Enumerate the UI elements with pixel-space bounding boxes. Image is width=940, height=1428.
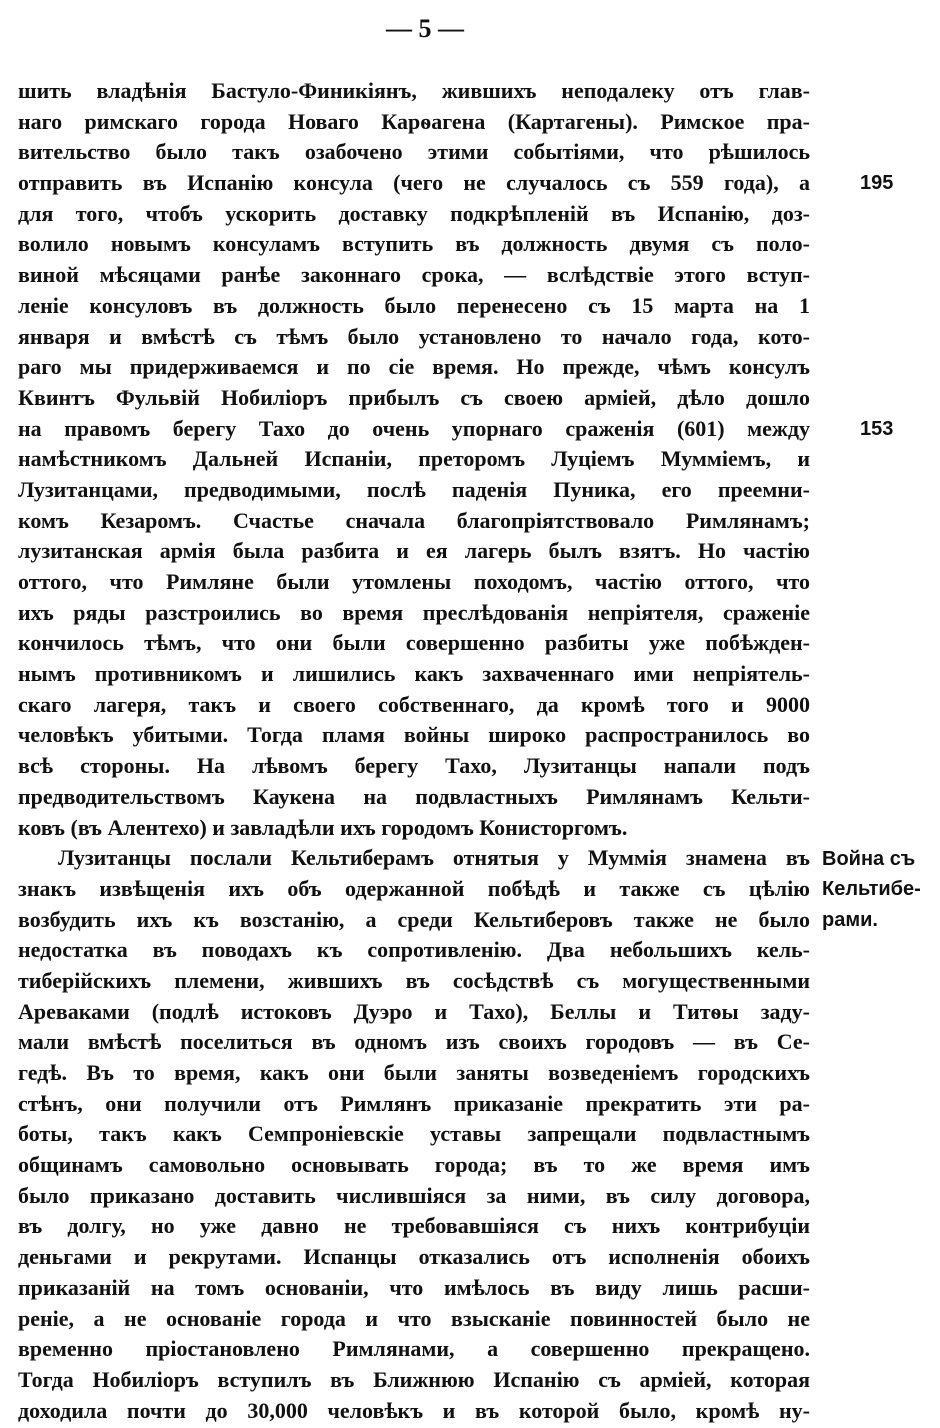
text-line: нымъ противникомъ и лишились какъ захваченнаго ими непріятель-: [18, 661, 810, 687]
text-line: для того, чтобъ ускорить доставку подкрѣпленій въ Испанію, доз-: [18, 200, 810, 226]
text-line: скаго лагеря, такъ и своего собственнаго, да кромѣ того и 9000: [18, 691, 810, 717]
body-text: [18, 76, 810, 1426]
text-line: предводительствомъ Каукена на подвластныхъ Римлянамъ Кельти-: [18, 783, 810, 809]
margin-note: Кельтибе-: [822, 878, 921, 901]
text-line: недостатка въ поводахъ къ сопротивленію. Два небольшихъ кель-: [18, 937, 810, 963]
text-line: намѣстникомъ Дальней Испаніи, преторомъ Луціемъ Муммiемъ, и: [18, 446, 810, 472]
text-line: волило новымъ консуламъ вступить въ должность двумя съ поло-: [18, 231, 810, 257]
text-line: Ареваками (подлѣ истоковъ Дуэро и Тахо), Беллы и Титѳы заду-: [18, 998, 810, 1024]
text-line: вительство было такъ озабочено этими событіями, что рѣшилось: [18, 139, 810, 165]
text-line: Тогда Нобиліоръ вступилъ въ Ближнюю Испанію съ арміей, которая: [18, 1366, 810, 1392]
text-line: въ долгу, но уже давно не требовавшіяся съ нихъ контрибуціи: [18, 1213, 810, 1239]
text-line: леніе консуловъ въ должность было перенесено съ 15 марта на 1: [18, 292, 810, 318]
text-line: общинамъ самовольно основывать города; въ то же время имъ: [18, 1152, 810, 1178]
text-line: боты, такъ какъ Семпроніевскіе уставы запрещали подвластнымъ: [18, 1121, 810, 1147]
text-line: ихъ ряды разстроились во время преслѣдованія непріятеля, сраженіе: [18, 599, 810, 625]
text-line: лузитанская армія была разбита и ея лагерь былъ взятъ. Но частію: [18, 538, 810, 564]
text-line: стѣнъ, они получили отъ Римлянъ приказаніе прекратить эти ра-: [18, 1090, 810, 1116]
text-line: человѣкъ убитыми. Тогда пламя войны широко распространилось во: [18, 722, 810, 748]
text-line: доходила почти до 30,000 человѣкъ и въ которой было, кромѣ ну-: [18, 1397, 810, 1423]
text-line: всѣ стороны. На лѣвомъ берегу Тахо, Лузитанцы напали подъ: [18, 753, 810, 779]
text-line: комъ Кезаромъ. Счастье сначала благопріятствовало Римлянамъ;: [18, 507, 810, 533]
text-line: тиберійскихъ племени, жившихъ въ сосѣдствѣ съ могущественными: [18, 967, 810, 993]
text-line: января и вмѣстѣ съ тѣмъ было установлено то начало года, кото-: [18, 323, 810, 349]
text-line: ковъ (въ Алентехо) и завладѣли ихъ городомъ Конисторгомъ.: [18, 814, 628, 840]
margin-note: рами.: [822, 908, 878, 931]
text-line: отправить въ Испанію консула (чего не случалось съ 559 года), а: [18, 170, 810, 196]
text-line: виной мѣсяцами ранѣе законнаго срока, — вслѣдствіе этого вступ-: [18, 262, 810, 288]
text-line: деньгами и рекрутами. Испанцы отказались отъ исполненія обоихъ: [18, 1244, 810, 1270]
margin-note: Война съ: [822, 847, 916, 870]
text-line: реніе, а не основаніе города и что взысканіе повинностей было не: [18, 1305, 810, 1331]
text-line: наго римскаго города Новаго Карѳагена (Картагены). Римское пра-: [18, 108, 810, 134]
text-line: Лузитанцы послали Кельтиберамъ отнятыя у Муммія знамена въ: [58, 845, 810, 871]
text-line: знакъ извѣщенія ихъ объ одержанной побѣдѣ и также съ цѣлію: [18, 875, 810, 901]
text-line: временно пріостановлено Римлянами, а совершенно прекращено.: [18, 1336, 810, 1362]
text-line: оттого, что Римляне были утомлены походомъ, частію оттого, что: [18, 569, 810, 594]
text-line: на правомъ берегу Тахо до очень упорнаго сраженія (601) между: [18, 415, 810, 441]
margin-note: 195: [860, 172, 894, 195]
text-line: раго мы придерживаемся и по сіе время. Но прежде, чѣмъ консулъ: [18, 354, 810, 380]
text-line: Квинтъ Фульвій Нобиліоръ прибылъ съ своею арміей, дѣло дошло: [18, 384, 810, 410]
page-number: — 5 —: [386, 14, 464, 43]
text-line: возбудить ихъ къ возстанію, а среди Кельтиберовъ также не было: [18, 906, 810, 932]
text-line: приказаній на томъ основаніи, что имѣлось въ виду лишь расши-: [18, 1274, 810, 1300]
margin-note: 153: [860, 417, 894, 440]
text-line: было приказано доставить числившіяся за ними, въ силу договора,: [18, 1182, 810, 1208]
text-line: Лузитанцами, предводимыми, послѣ паденія Пуника, его преемни-: [18, 476, 810, 502]
text-line: кончилось тѣмъ, что они были совершенно разбиты уже побѣжден-: [18, 630, 810, 656]
text-line: гедѣ. Въ то время, какъ они были заняты возведеніемъ городскихъ: [18, 1060, 810, 1085]
text-line: шить владѣнія Бастуло-Финикіянъ, жившихъ неподалеку отъ глав-: [18, 78, 810, 103]
text-line: мали вмѣстѣ поселиться въ одномъ изъ своихъ городовъ — въ Се-: [18, 1029, 810, 1055]
